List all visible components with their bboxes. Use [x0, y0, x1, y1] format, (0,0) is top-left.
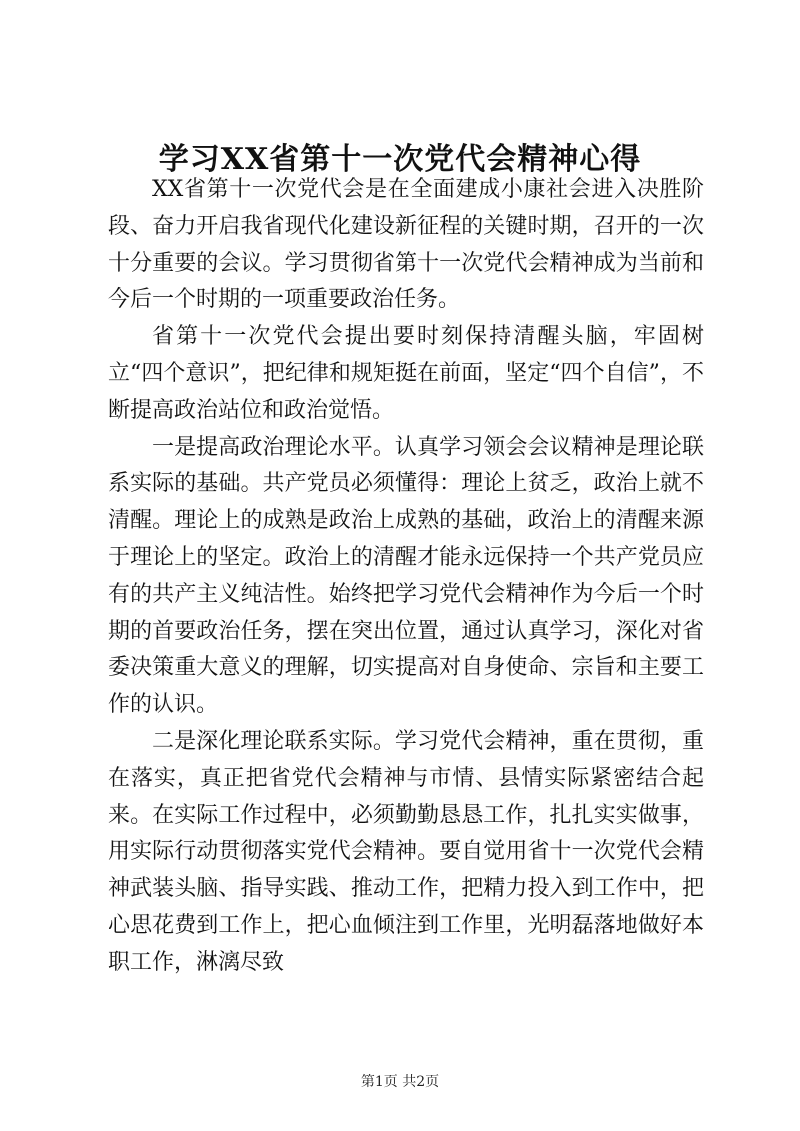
paragraph-4: 二是深化理论联系实际。学习党代会精神，重在贯彻，重在落实，真正把省党代会精神与市情、县情实际紧密结合起来。在实际工作过程中，必须勤勤恳恳工作，扎扎实实做事，用实际行动贯彻落实党代会精神。要自觉用省十一次党代会精神武装头脑、指导实践、推动工作，把精力投入到工作中，把心思花费到工作上，把心血倾注到工作里，光明磊落地做好本职工作，淋漓尽致	[108, 728, 704, 975]
page-footer: 第1页 共2页	[360, 1074, 440, 1090]
document-body	[108, 172, 704, 982]
page-title: 学习XX省第十一次党代会精神心得	[158, 142, 642, 177]
paragraph-1: XX省第十一次党代会是在全面建成小康社会进入决胜阶段、奋力开启我省现代化建设新征程的关键时期，召开的一次十分重要的会议。学习贯彻省第十一次党代会精神成为当前和今后一个时期的一项重要政治任务。	[108, 177, 704, 313]
paragraph-2: 省第十一次党代会提出要时刻保持清醒头脑，牢固树立“四个意识”，把纪律和规矩挺在前面，坚定“四个自信”，不断提高政治站位和政治觉悟。	[108, 324, 704, 423]
paragraph-3: 一是提高政治理论水平。认真学习领会会议精神是理论联系实际的基础。共产党员必须懂得：理论上贫乏，政治上就不清醒。理论上的成熟是政治上成熟的基础，政治上的清醒来源于理论上的坚定。政治上的清醒才能永远保持一个共产党员应有的共产主义纯洁性。始终把学习党代会精神作为今后一个时期的首要政治任务，摆在突出位置，通过认真学习，深化对省委决策重大意义的理解，切实提高对自身使命、宗旨和主要工作的认识。	[108, 434, 704, 718]
